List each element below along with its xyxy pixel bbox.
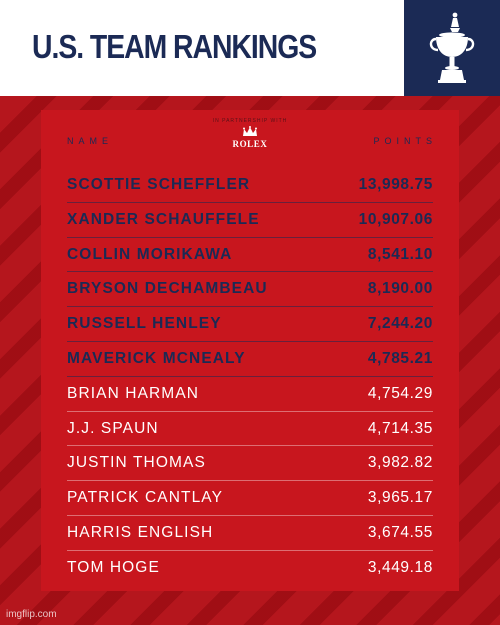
rolex-crown-icon [242,126,258,137]
column-header-name: NAME [67,136,114,146]
table-row [67,551,433,586]
player-name: BRYSON DECHAMBEAU [67,280,268,298]
player-points: 3,674.55 [367,523,433,541]
logo-box [404,0,500,96]
table-row [67,168,433,203]
table-row [67,342,433,377]
sponsor-name: ROLEX [232,139,268,149]
player-name: J.J. SPAUN [67,419,159,437]
player-name: BRIAN HARMAN [67,384,200,402]
column-header-points: POINTS [373,136,437,146]
player-points: 7,244.20 [367,315,433,333]
player-name: JUSTIN THOMAS [67,454,206,472]
player-points: 10,907.06 [358,210,433,228]
player-name: COLLIN MORIKAWA [67,245,233,263]
table-row [67,238,433,273]
rankings-list [67,168,433,586]
table-row [67,272,433,307]
player-points: 3,965.17 [367,489,433,507]
player-points: 4,714.35 [367,419,433,437]
player-points: 13,998.75 [358,176,433,193]
ryder-cup-trophy-icon [426,10,478,86]
player-points: 8,541.10 [367,245,433,263]
player-name: RUSSELL HENLEY [67,315,222,333]
table-row [67,481,433,516]
player-points: 4,754.29 [367,384,433,402]
player-name: MAVERICK MCNEALY [67,349,246,367]
table-row [67,412,433,447]
player-name: SCOTTIE SCHEFFLER [67,176,251,193]
player-name: HARRIS ENGLISH [67,523,214,541]
table-row [67,203,433,238]
player-name: TOM HOGE [67,558,160,576]
table-row [67,377,433,412]
player-name: PATRICK CANTLAY [67,489,224,507]
rankings-panel [41,110,459,591]
watermark: imgflip.com [6,609,57,620]
page-title: U.S. TEAM RANKINGS [32,28,317,65]
player-points: 3,449.18 [367,558,433,576]
player-points: 4,785.21 [367,349,433,367]
player-name: XANDER SCHAUFFELE [67,210,260,228]
player-points: 3,982.82 [367,454,433,472]
table-row [67,446,433,481]
sponsor-tagline: IN PARTNERSHIP WITH [212,118,288,124]
player-points: 8,190.00 [367,280,433,298]
header [0,0,500,96]
table-row [67,307,433,342]
table-row [67,516,433,551]
